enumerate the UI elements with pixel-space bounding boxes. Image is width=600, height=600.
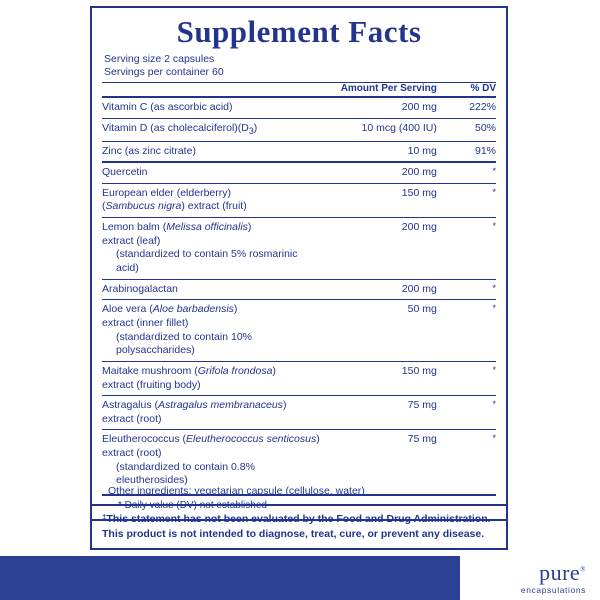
table-row bbox=[102, 300, 496, 362]
dv-footnote: * Daily value (DV) not established bbox=[118, 499, 267, 511]
brand-logo bbox=[521, 562, 586, 595]
disclaimer-line-2: This product is not intended to diagnose, treat, cure, or prevent any disease. bbox=[102, 528, 485, 541]
disclaimer-marker: ‡ bbox=[102, 513, 107, 522]
table-row bbox=[102, 279, 496, 300]
row-amount: 10 mcg (400 IU) bbox=[323, 119, 441, 141]
row-name-line3: (standardized to contain 5% rosmarinic acid) bbox=[116, 248, 298, 275]
row-name-subscript: 3 bbox=[248, 126, 254, 137]
row-amount: 200 mg bbox=[323, 218, 441, 280]
row-dv: * bbox=[441, 183, 496, 217]
row-dv: 50% bbox=[441, 119, 496, 141]
servings-per-container: Servings per container 60 bbox=[104, 65, 224, 78]
row-dv: * bbox=[441, 162, 496, 183]
registered-trademark-icon: ® bbox=[580, 565, 586, 574]
row-name-tail: ) bbox=[253, 122, 258, 135]
row-dv: 222% bbox=[469, 101, 496, 114]
row-line2-pre: ( bbox=[102, 200, 106, 213]
row-amount: 200 mg bbox=[323, 162, 441, 183]
row-line2-post: ) extract (fruit) bbox=[181, 200, 247, 213]
row-amount: 150 mg bbox=[323, 361, 441, 395]
table-row bbox=[102, 396, 496, 430]
table-row bbox=[102, 430, 496, 491]
table-row bbox=[102, 141, 496, 162]
row-dv: * bbox=[441, 430, 496, 491]
serving-size: Serving size 2 capsules bbox=[104, 52, 215, 65]
row-name-italic: Melissa officinalis bbox=[166, 221, 248, 234]
row-dv: * bbox=[441, 279, 496, 300]
row-name-line3: (standardized to contain 10% polysaccharides) bbox=[116, 330, 253, 357]
row-name: Quercetin bbox=[102, 166, 148, 179]
row-name-line2 bbox=[102, 200, 323, 214]
brand-tagline: encapsulations bbox=[520, 585, 586, 595]
row-name bbox=[102, 399, 286, 411]
row-amount: 10 mg bbox=[323, 141, 441, 162]
header-dv: % DV bbox=[470, 83, 496, 95]
row-dv: * bbox=[441, 361, 496, 395]
row-name-line2: extract (fruiting body) bbox=[102, 378, 201, 391]
other-ingredients: Other ingredients: vegetarian capsule (cellulose, water) bbox=[108, 485, 365, 497]
row-name-pre: Aloe vera ( bbox=[102, 303, 153, 316]
row-name-italic: Grifola frondosa bbox=[197, 364, 273, 377]
row-name-pre: Eleutherococcus ( bbox=[102, 433, 187, 446]
row-name bbox=[102, 221, 251, 233]
table-row bbox=[102, 183, 496, 217]
row-name-italic: Aloe barbadensis bbox=[152, 303, 234, 316]
row-name-line2: extract (leaf) bbox=[102, 234, 161, 247]
row-name: Arabinogalactan bbox=[102, 282, 178, 295]
row-amount: 75 mg bbox=[323, 430, 441, 491]
brand-name: pure bbox=[539, 560, 581, 585]
row-name-line2: extract (root) bbox=[102, 447, 162, 460]
row-dv: * bbox=[441, 218, 496, 280]
row-name: Vitamin C (as ascorbic acid) bbox=[102, 101, 233, 114]
row-name: European elder (elderberry) bbox=[102, 186, 231, 199]
row-name-pre: Maitake mushroom ( bbox=[102, 364, 198, 377]
row-name: Zinc (as zinc citrate) bbox=[102, 144, 196, 157]
table-row bbox=[102, 98, 496, 118]
brand-name-row bbox=[521, 562, 586, 584]
row-name bbox=[102, 303, 237, 315]
facts-table-header bbox=[102, 83, 496, 96]
row-name-italic: Astragalus membranaceus bbox=[158, 399, 283, 412]
row-name bbox=[102, 433, 320, 445]
table-row bbox=[102, 119, 496, 141]
row-name-line2: extract (inner fillet) bbox=[102, 316, 189, 329]
facts-rows bbox=[102, 98, 496, 491]
row-name-post: ) bbox=[247, 221, 252, 234]
panel-title: Supplement Facts bbox=[176, 14, 422, 49]
row-amount: 200 mg bbox=[401, 101, 437, 114]
row-line2-italic: Sambucus nigra bbox=[105, 200, 182, 213]
row-name-post: ) bbox=[272, 364, 276, 377]
fda-disclaimer bbox=[90, 504, 508, 550]
row-name: Vitamin D (as cholecalciferol)(D bbox=[102, 122, 249, 135]
header-blank bbox=[102, 83, 323, 96]
header-amount: Amount Per Serving bbox=[340, 83, 437, 95]
row-amount: 50 mg bbox=[323, 300, 441, 362]
row-amount: 200 mg bbox=[323, 279, 441, 300]
row-name-pre: Astragalus ( bbox=[102, 399, 159, 412]
table-row bbox=[102, 218, 496, 280]
facts-table bbox=[102, 83, 496, 96]
row-name-italic: Eleutherococcus senticosus bbox=[186, 433, 317, 446]
row-dv: * bbox=[441, 300, 496, 362]
table-row bbox=[102, 361, 496, 395]
table-row bbox=[102, 162, 496, 183]
row-name-line3: (standardized to contain 0.8% eleutherosides) bbox=[116, 460, 255, 487]
row-name-post: ) bbox=[233, 303, 238, 316]
row-name-line2: extract (root) bbox=[102, 412, 162, 425]
row-amount: 150 mg bbox=[323, 183, 441, 217]
row-name-post: ) bbox=[282, 399, 287, 412]
row-amount: 75 mg bbox=[323, 396, 441, 430]
disclaimer-line-1: This statement has not been evaluated by the Food and Drug Administration. bbox=[106, 513, 491, 525]
supplement-facts-panel bbox=[90, 6, 508, 521]
row-name-post: ) bbox=[316, 433, 320, 446]
row-dv: 91% bbox=[441, 141, 496, 162]
row-name bbox=[102, 365, 276, 377]
row-dv: * bbox=[441, 396, 496, 430]
row-name-pre: Lemon balm ( bbox=[102, 221, 167, 234]
